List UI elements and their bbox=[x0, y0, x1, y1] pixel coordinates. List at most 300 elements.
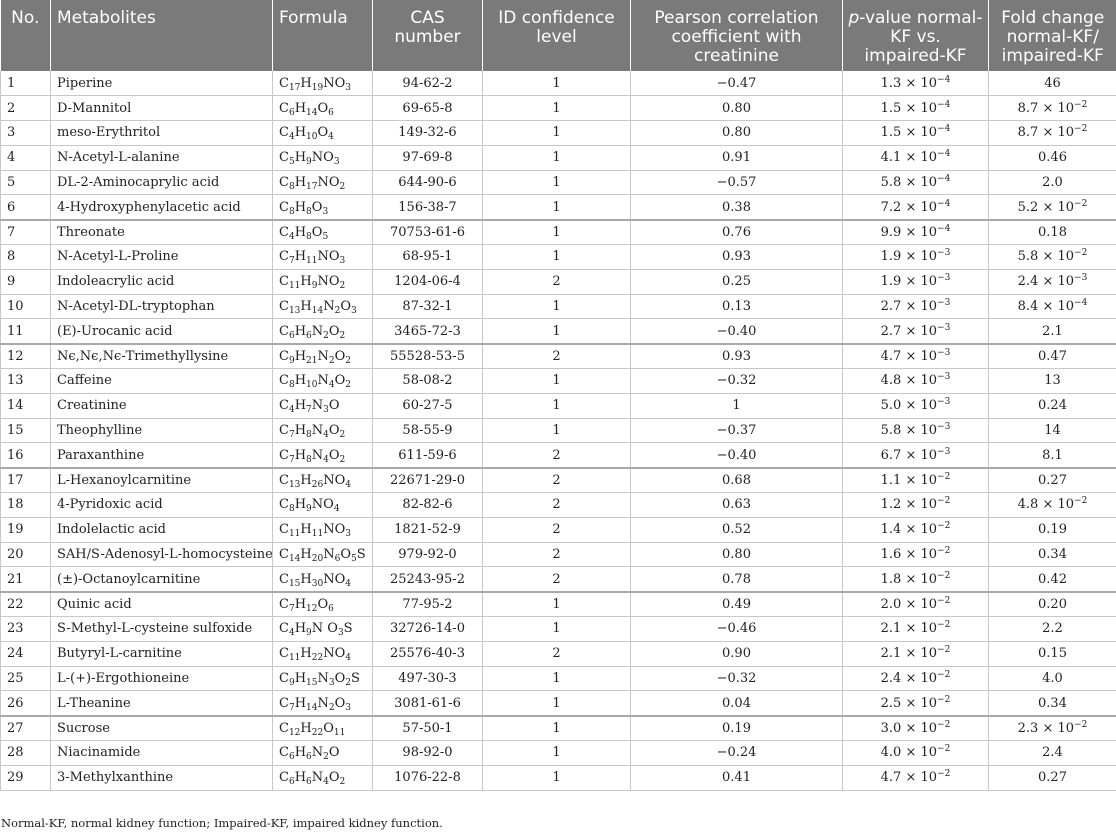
formula-element: H bbox=[300, 646, 312, 662]
header-no: No. bbox=[1, 0, 51, 71]
formula-subscript: 11 bbox=[288, 529, 301, 540]
sci-exponent: −2 bbox=[937, 769, 951, 780]
cell-pvalue bbox=[843, 369, 989, 394]
cell-fold-change: 4.0 bbox=[989, 666, 1116, 691]
cell-cas: 25576-40-3 bbox=[373, 641, 483, 666]
cell-no: 19 bbox=[1, 517, 51, 542]
cell-id-level: 1 bbox=[483, 369, 631, 394]
sci-exponent: −3 bbox=[937, 248, 951, 259]
header-metabolites: Metabolites bbox=[51, 0, 273, 71]
cell-no: 29 bbox=[1, 765, 51, 790]
cell-cas: 22671-29-0 bbox=[373, 468, 483, 493]
cell-fold-change bbox=[989, 195, 1116, 220]
formula-element: N bbox=[317, 671, 329, 687]
sci-times: × 10 bbox=[901, 398, 938, 414]
cell-id-level: 1 bbox=[483, 294, 631, 319]
cell-formula bbox=[273, 145, 373, 170]
formula-subscript: 6 bbox=[334, 554, 341, 565]
cell-fold-change bbox=[989, 245, 1116, 270]
header-fold-change: Fold change normal-KF/ impaired-KF bbox=[989, 0, 1116, 71]
cell-fold-change: 0.15 bbox=[989, 641, 1116, 666]
cell-pearson: 0.13 bbox=[631, 294, 843, 319]
cell-fold-change bbox=[989, 269, 1116, 294]
cell-pvalue bbox=[843, 666, 989, 691]
cell-fold-change: 2.1 bbox=[989, 319, 1116, 344]
cell-pvalue bbox=[843, 641, 989, 666]
table-row bbox=[1, 393, 1116, 418]
sci-mantissa: 8.4 bbox=[1017, 299, 1039, 315]
cell-pvalue bbox=[843, 517, 989, 542]
sci-times: × 10 bbox=[901, 447, 938, 463]
formula-element: C bbox=[279, 125, 289, 141]
formula-element: NO bbox=[311, 150, 334, 166]
cell-no: 27 bbox=[1, 716, 51, 741]
formula-element: C bbox=[279, 224, 289, 240]
cell-metabolite: Creatinine bbox=[51, 393, 273, 418]
cell-pearson: 0.80 bbox=[631, 96, 843, 121]
cell-metabolite: Indoleacrylic acid bbox=[51, 269, 273, 294]
formula-subscript: 8 bbox=[306, 430, 312, 441]
formula-subscript: 4 bbox=[323, 430, 329, 441]
formula-subscript: 4 bbox=[288, 405, 295, 416]
cell-no: 9 bbox=[1, 269, 51, 294]
sci-mantissa: 4.8 bbox=[1017, 497, 1039, 513]
formula-subscript: 13 bbox=[288, 479, 301, 490]
cell-pvalue bbox=[843, 592, 989, 617]
table-row bbox=[1, 641, 1116, 666]
sci-exponent: −2 bbox=[937, 620, 951, 631]
cell-metabolite: Indolelactic acid bbox=[51, 517, 273, 542]
formula-subscript: 2 bbox=[339, 281, 346, 292]
cell-no: 17 bbox=[1, 468, 51, 493]
formula-element: C bbox=[279, 770, 289, 786]
sci-exponent: −2 bbox=[937, 719, 951, 730]
formula-element: H bbox=[294, 745, 307, 761]
cell-pearson: 0.49 bbox=[631, 592, 843, 617]
formula-subscript: 11 bbox=[288, 281, 301, 292]
cell-cas: 98-92-0 bbox=[373, 741, 483, 766]
formula-subscript: 3 bbox=[350, 306, 357, 317]
cell-cas: 70753-61-6 bbox=[373, 220, 483, 245]
sci-times: × 10 bbox=[901, 497, 938, 513]
cell-pearson: −0.37 bbox=[631, 418, 843, 443]
sci-exponent: −2 bbox=[1074, 198, 1088, 209]
formula-subscript: 2 bbox=[339, 454, 346, 465]
formula-subscript: 5 bbox=[350, 554, 357, 565]
formula-subscript: 8 bbox=[288, 504, 295, 515]
cell-metabolite: 4-Pyridoxic acid bbox=[51, 493, 273, 518]
sci-mantissa: 1.8 bbox=[880, 571, 902, 587]
formula-subscript: 11 bbox=[288, 653, 301, 664]
sci-times: × 10 bbox=[901, 547, 938, 563]
cell-formula bbox=[273, 666, 373, 691]
formula-element: H bbox=[294, 373, 307, 389]
formula-subscript: 7 bbox=[288, 256, 295, 267]
formula-subscript: 6 bbox=[328, 107, 334, 118]
table-row bbox=[1, 468, 1116, 493]
formula-element: C bbox=[279, 199, 289, 215]
sci-mantissa: 5.8 bbox=[1017, 249, 1039, 265]
formula-subscript: 8 bbox=[288, 182, 295, 193]
cell-fold-change: 14 bbox=[989, 418, 1116, 443]
cell-fold-change: 13 bbox=[989, 369, 1116, 394]
formula-subscript: 2 bbox=[345, 380, 351, 391]
cell-metabolite: N-Acetyl-DL-tryptophan bbox=[51, 294, 273, 319]
cell-cas: 149-32-6 bbox=[373, 121, 483, 146]
formula-element: C bbox=[279, 323, 289, 339]
sci-times: × 10 bbox=[1038, 497, 1075, 513]
cell-cas: 57-50-1 bbox=[373, 716, 483, 741]
cell-cas: 87-32-1 bbox=[373, 294, 483, 319]
formula-element: NO bbox=[323, 472, 346, 488]
sci-mantissa: 1.9 bbox=[880, 249, 902, 265]
sci-times: × 10 bbox=[1038, 100, 1075, 116]
cell-fold-change: 0.27 bbox=[989, 765, 1116, 790]
table-row bbox=[1, 716, 1116, 741]
formula-element: N bbox=[311, 447, 324, 463]
formula-element: H bbox=[300, 720, 312, 736]
formula-element: H bbox=[294, 423, 307, 439]
formula-subscript: 3 bbox=[345, 529, 351, 540]
sci-times: × 10 bbox=[901, 100, 938, 116]
cell-id-level: 1 bbox=[483, 765, 631, 790]
formula-subscript: 4 bbox=[333, 504, 340, 515]
sci-mantissa: 4.0 bbox=[880, 745, 902, 761]
sci-mantissa: 9.9 bbox=[880, 224, 902, 240]
cell-metabolite: Caffeine bbox=[51, 369, 273, 394]
cell-formula bbox=[273, 691, 373, 716]
formula-element: H bbox=[294, 447, 307, 463]
cell-pearson: −0.32 bbox=[631, 666, 843, 691]
cell-metabolite: D-Mannitol bbox=[51, 96, 273, 121]
formula-subscript: 14 bbox=[288, 554, 301, 565]
cell-no: 14 bbox=[1, 393, 51, 418]
cell-id-level: 2 bbox=[483, 641, 631, 666]
cell-id-level: 2 bbox=[483, 493, 631, 518]
sci-times: × 10 bbox=[901, 745, 938, 761]
formula-element: O bbox=[311, 199, 323, 215]
cell-pvalue bbox=[843, 344, 989, 369]
cell-id-level: 1 bbox=[483, 96, 631, 121]
sci-exponent: −2 bbox=[937, 546, 951, 557]
formula-subscript: 17 bbox=[288, 82, 301, 93]
formula-element: H bbox=[294, 100, 307, 116]
cell-fold-change bbox=[989, 716, 1116, 741]
formula-element: NO bbox=[317, 274, 340, 290]
cell-pearson: −0.47 bbox=[631, 71, 843, 96]
formula-subscript: 2 bbox=[339, 182, 346, 193]
sci-exponent: −2 bbox=[937, 471, 951, 482]
sci-times: × 10 bbox=[901, 125, 938, 141]
cell-cas: 3465-72-3 bbox=[373, 319, 483, 344]
cell-no: 16 bbox=[1, 443, 51, 468]
header-pvalue-italic: p bbox=[848, 8, 860, 28]
formula-element: N O bbox=[311, 621, 338, 637]
formula-subscript: 2 bbox=[323, 330, 329, 341]
sci-exponent: −2 bbox=[1074, 719, 1088, 730]
cell-fold-change: 0.27 bbox=[989, 468, 1116, 493]
cell-cas: 97-69-8 bbox=[373, 145, 483, 170]
sci-times: × 10 bbox=[901, 423, 938, 439]
table-body bbox=[1, 71, 1116, 790]
cell-formula bbox=[273, 443, 373, 468]
formula-element: C bbox=[279, 720, 289, 736]
formula-element: H bbox=[300, 274, 312, 290]
formula-element: C bbox=[279, 249, 289, 265]
cell-formula bbox=[273, 121, 373, 146]
cell-no: 25 bbox=[1, 666, 51, 691]
sci-exponent: −4 bbox=[937, 198, 951, 209]
cell-formula bbox=[273, 617, 373, 642]
formula-subscript: 6 bbox=[288, 107, 295, 118]
formula-element: H bbox=[294, 770, 307, 786]
cell-fold-change bbox=[989, 493, 1116, 518]
cell-no: 1 bbox=[1, 71, 51, 96]
sci-mantissa: 2.7 bbox=[880, 323, 902, 339]
cell-pearson: −0.57 bbox=[631, 170, 843, 195]
formula-subscript: 2 bbox=[345, 678, 351, 689]
sci-times: × 10 bbox=[1038, 720, 1075, 736]
formula-element: C bbox=[279, 373, 289, 389]
sci-mantissa: 1.9 bbox=[880, 274, 902, 290]
formula-element: C bbox=[279, 621, 289, 637]
formula-subscript: 2 bbox=[334, 306, 341, 317]
cell-formula bbox=[273, 294, 373, 319]
formula-subscript: 10 bbox=[306, 132, 318, 143]
formula-element: C bbox=[279, 646, 289, 662]
cell-metabolite: L-Hexanoylcarnitine bbox=[51, 468, 273, 493]
formula-subscript: 26 bbox=[311, 479, 324, 490]
sci-times: × 10 bbox=[901, 224, 938, 240]
cell-metabolite: (±)-Octanoylcarnitine bbox=[51, 567, 273, 592]
table-row bbox=[1, 170, 1116, 195]
cell-id-level: 2 bbox=[483, 468, 631, 493]
formula-subscript: 9 bbox=[306, 157, 312, 168]
formula-element: O bbox=[334, 695, 346, 711]
cell-no: 7 bbox=[1, 220, 51, 245]
sci-mantissa: 2.1 bbox=[880, 646, 902, 662]
sci-mantissa: 1.4 bbox=[880, 522, 902, 538]
sci-times: × 10 bbox=[1038, 125, 1075, 141]
cell-fold-change: 0.42 bbox=[989, 567, 1116, 592]
formula-subscript: 8 bbox=[306, 206, 312, 217]
table-footnote: Normal-KF, normal kidney function; Impaired-KF, impaired kidney function. bbox=[1, 816, 443, 830]
cell-pearson: 0.76 bbox=[631, 220, 843, 245]
cell-no: 24 bbox=[1, 641, 51, 666]
table-row bbox=[1, 369, 1116, 394]
formula-element: C bbox=[279, 75, 289, 91]
sci-times: × 10 bbox=[901, 621, 938, 637]
sci-times: × 10 bbox=[901, 596, 938, 612]
cell-cas: 156-38-7 bbox=[373, 195, 483, 220]
formula-element: O bbox=[328, 745, 340, 761]
cell-cas: 497-30-3 bbox=[373, 666, 483, 691]
cell-fold-change: 2.2 bbox=[989, 617, 1116, 642]
cell-pvalue bbox=[843, 691, 989, 716]
table-row bbox=[1, 269, 1116, 294]
cell-formula bbox=[273, 517, 373, 542]
formula-subscript: 4 bbox=[345, 653, 351, 664]
table-row bbox=[1, 418, 1116, 443]
formula-subscript: 4 bbox=[328, 132, 334, 143]
formula-element: H bbox=[300, 571, 312, 587]
cell-pearson: −0.46 bbox=[631, 617, 843, 642]
cell-pearson: 0.80 bbox=[631, 542, 843, 567]
formula-subscript: 15 bbox=[288, 578, 301, 589]
sci-exponent: −2 bbox=[937, 521, 951, 532]
cell-cas: 60-27-5 bbox=[373, 393, 483, 418]
formula-element: N bbox=[311, 745, 324, 761]
formula-subscript: 7 bbox=[306, 405, 312, 416]
sci-exponent: −2 bbox=[1074, 99, 1088, 110]
sci-mantissa: 2.4 bbox=[880, 671, 902, 687]
formula-subscript: 3 bbox=[345, 82, 351, 93]
sci-mantissa: 7.2 bbox=[880, 199, 902, 215]
cell-pearson: −0.40 bbox=[631, 443, 843, 468]
formula-subscript: 5 bbox=[288, 157, 295, 168]
formula-element: NO bbox=[323, 646, 346, 662]
table-row bbox=[1, 145, 1116, 170]
formula-element: H bbox=[294, 398, 307, 414]
cell-pvalue bbox=[843, 617, 989, 642]
cell-formula bbox=[273, 418, 373, 443]
cell-pearson: 1 bbox=[631, 393, 843, 418]
cell-formula bbox=[273, 468, 373, 493]
formula-subscript: 4 bbox=[288, 231, 295, 242]
formula-element: H bbox=[294, 671, 307, 687]
cell-id-level: 1 bbox=[483, 741, 631, 766]
formula-element: N bbox=[323, 547, 335, 563]
formula-subscript: 5 bbox=[322, 231, 329, 242]
cell-metabolite: L-(+)-Ergothioneine bbox=[51, 666, 273, 691]
cell-pearson: 0.68 bbox=[631, 468, 843, 493]
formula-element: H bbox=[300, 299, 312, 315]
cell-fold-change: 0.20 bbox=[989, 592, 1116, 617]
cell-metabolite: Threonate bbox=[51, 220, 273, 245]
sci-mantissa: 1.3 bbox=[880, 75, 902, 91]
formula-element: H bbox=[300, 547, 312, 563]
cell-pearson: 0.78 bbox=[631, 567, 843, 592]
formula-element: N bbox=[311, 770, 324, 786]
formula-subscript: 19 bbox=[311, 82, 324, 93]
cell-formula bbox=[273, 319, 373, 344]
cell-metabolite: Paraxanthine bbox=[51, 443, 273, 468]
formula-element: O bbox=[328, 323, 340, 339]
table-row bbox=[1, 294, 1116, 319]
formula-subscript: 3 bbox=[339, 256, 346, 267]
formula-subscript: 2 bbox=[328, 702, 335, 713]
cell-pearson: 0.80 bbox=[631, 121, 843, 146]
cell-pvalue bbox=[843, 245, 989, 270]
formula-subscript: 3 bbox=[337, 628, 344, 639]
cell-formula bbox=[273, 220, 373, 245]
table-row bbox=[1, 195, 1116, 220]
sci-mantissa: 8.7 bbox=[1017, 125, 1039, 141]
cell-pearson: −0.32 bbox=[631, 369, 843, 394]
sci-exponent: −2 bbox=[937, 595, 951, 606]
cell-pearson: 0.90 bbox=[631, 641, 843, 666]
formula-element: N bbox=[317, 695, 329, 711]
cell-cas: 58-55-9 bbox=[373, 418, 483, 443]
formula-subscript: 2 bbox=[339, 430, 346, 441]
formula-element: C bbox=[279, 522, 289, 538]
cell-pearson: 0.93 bbox=[631, 245, 843, 270]
cell-pvalue bbox=[843, 145, 989, 170]
formula-subscript: 12 bbox=[306, 603, 318, 614]
formula-element: O bbox=[340, 299, 351, 315]
cell-pearson: 0.63 bbox=[631, 493, 843, 518]
sci-times: × 10 bbox=[901, 249, 938, 265]
table-row bbox=[1, 691, 1116, 716]
cell-formula bbox=[273, 765, 373, 790]
formula-element: C bbox=[279, 150, 289, 166]
formula-subscript: 3 bbox=[345, 702, 351, 713]
sci-exponent: −4 bbox=[937, 149, 951, 160]
formula-subscript: 7 bbox=[288, 603, 295, 614]
cell-cas: 32726-14-0 bbox=[373, 617, 483, 642]
sci-mantissa: 3.0 bbox=[880, 720, 902, 736]
formula-element: NO bbox=[311, 497, 334, 513]
formula-subscript: 6 bbox=[288, 752, 295, 763]
formula-subscript: 6 bbox=[306, 777, 312, 788]
sci-exponent: −3 bbox=[937, 273, 951, 284]
cell-metabolite: N-Acetyl-L-alanine bbox=[51, 145, 273, 170]
sci-exponent: −3 bbox=[1074, 273, 1088, 284]
formula-subscript: 11 bbox=[311, 529, 324, 540]
cell-no: 23 bbox=[1, 617, 51, 642]
sci-times: × 10 bbox=[901, 646, 938, 662]
cell-id-level: 1 bbox=[483, 245, 631, 270]
formula-element: C bbox=[279, 398, 289, 414]
formula-subscript: 7 bbox=[288, 430, 295, 441]
cell-pearson: −0.24 bbox=[631, 741, 843, 766]
cell-formula bbox=[273, 393, 373, 418]
cell-cas: 69-65-8 bbox=[373, 96, 483, 121]
formula-subscript: 12 bbox=[288, 727, 301, 738]
cell-fold-change bbox=[989, 121, 1116, 146]
sci-mantissa: 4.8 bbox=[880, 373, 902, 389]
formula-element: NO bbox=[323, 571, 346, 587]
sci-mantissa: 8.7 bbox=[1017, 100, 1039, 116]
sci-mantissa: 1.6 bbox=[880, 547, 902, 563]
sci-times: × 10 bbox=[901, 472, 938, 488]
formula-element: NO bbox=[323, 75, 346, 91]
formula-subscript: 9 bbox=[288, 678, 295, 689]
formula-subscript: 2 bbox=[345, 355, 351, 366]
formula-element: NO bbox=[323, 522, 346, 538]
sci-times: × 10 bbox=[901, 175, 938, 191]
cell-fold-change: 8.1 bbox=[989, 443, 1116, 468]
cell-id-level: 2 bbox=[483, 344, 631, 369]
header-id-level: ID confidence level bbox=[483, 0, 631, 71]
sci-times: × 10 bbox=[1038, 199, 1075, 215]
formula-subscript: 9 bbox=[288, 355, 295, 366]
cell-fold-change: 2.4 bbox=[989, 741, 1116, 766]
cell-pvalue bbox=[843, 170, 989, 195]
cell-id-level: 1 bbox=[483, 592, 631, 617]
formula-element: H bbox=[294, 348, 307, 364]
formula-subscript: 2 bbox=[339, 330, 346, 341]
formula-element: O bbox=[340, 547, 351, 563]
cell-no: 20 bbox=[1, 542, 51, 567]
table-row bbox=[1, 220, 1116, 245]
formula-element: C bbox=[279, 447, 289, 463]
cell-fold-change: 0.47 bbox=[989, 344, 1116, 369]
sci-times: × 10 bbox=[901, 75, 938, 91]
formula-element: H bbox=[294, 695, 307, 711]
formula-subscript: 3 bbox=[328, 678, 335, 689]
cell-formula bbox=[273, 542, 373, 567]
